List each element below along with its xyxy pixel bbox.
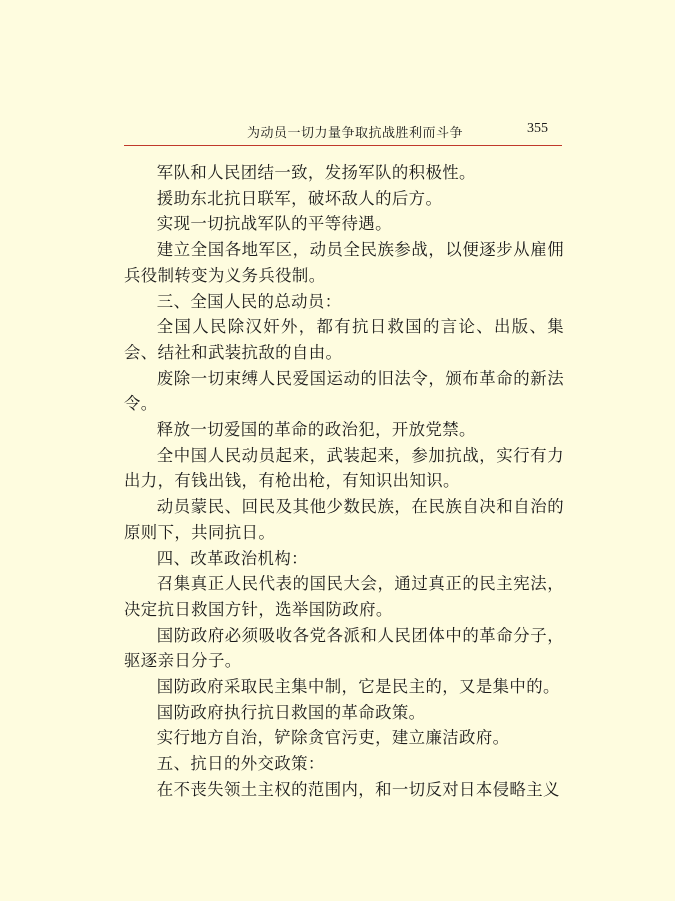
paragraph: 全国人民除汉奸外，都有抗日救国的言论、出版、集会、结社和武装抗敌的自由。 [124, 317, 564, 362]
page-number: 355 [527, 121, 548, 136]
paragraph: 国防政府采取民主集中制，它是民主的，又是集中的。 [156, 677, 560, 697]
paragraph: 国防政府执行抗日救国的革命政策。 [156, 702, 426, 722]
header-title: 为动员一切力量争取抗战胜利而斗争 [247, 126, 464, 141]
paragraph: 召集真正人民代表的国民大会，通过真正的民主宪法，决定抗日救国方针，选举国防政府。 [124, 574, 564, 619]
running-header [124, 118, 562, 146]
section-heading: 四、改革政治机构： [156, 548, 308, 568]
paragraph: 实行地方自治，铲除贪官污吏，建立廉洁政府。 [156, 728, 510, 748]
paragraph: 国防政府必须吸收各党各派和人民团体中的革命分子，驱逐亲日分子。 [124, 625, 564, 671]
paragraph: 废除一切束缚人民爱国运动的旧法令，颁布革命的新法令。 [124, 368, 564, 414]
paragraph: 援助东北抗日联军，破坏敌人的后方。 [156, 188, 443, 208]
paragraph: 军队和人民团结一致，发扬军队的积极性。 [156, 163, 476, 182]
paragraph: 全中国人民动员起来，武装起来，参加抗战，实行有力出力，有钱出钱，有枪出枪，有知识出知识。 [124, 445, 564, 491]
paragraph: 建立全国各地军区，动员全民族参战，以便逐步从雇佣兵役制转变为义务兵役制。 [124, 240, 564, 285]
paragraph: 实现一切抗战军队的平等待遇。 [156, 214, 392, 234]
section-heading: 三、全国人民的总动员： [156, 291, 342, 311]
paragraph: 在不丧失领土主权的范围内，和一切反对日本侵略主义 [156, 779, 560, 799]
body-text [124, 160, 564, 803]
paragraph: 动员蒙民、回民及其他少数民族，在民族自决和自治的原则下，共同抗日。 [124, 497, 564, 542]
section-heading: 五、抗日的外交政策： [156, 754, 325, 774]
paragraph: 释放一切爱国的革命的政治犯，开放党禁。 [156, 420, 476, 440]
